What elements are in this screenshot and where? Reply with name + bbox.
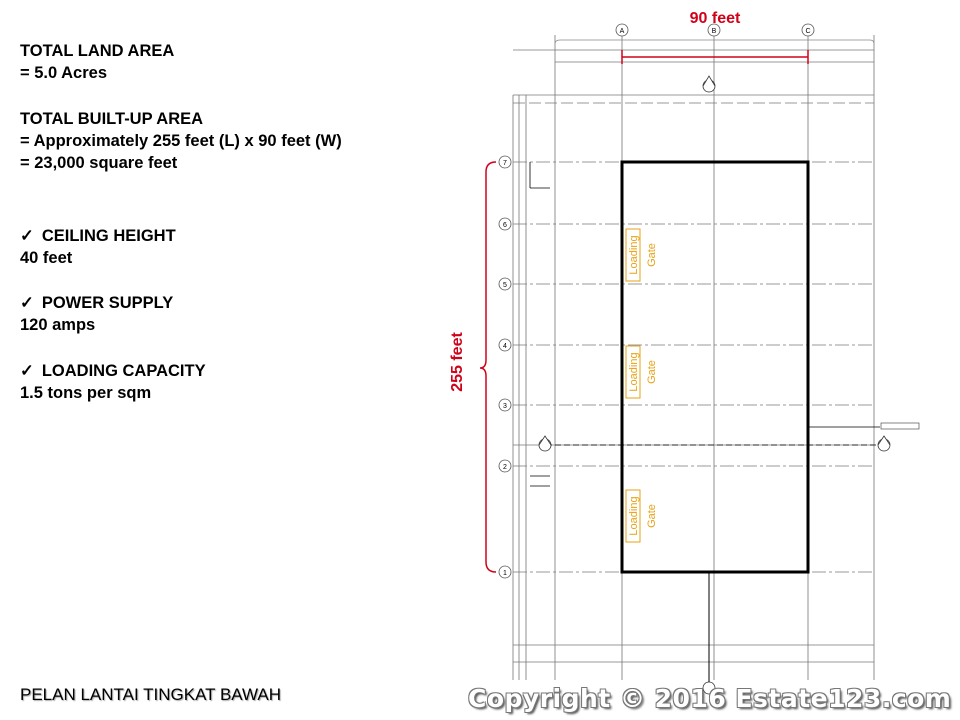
top-dimension-line [555,40,874,44]
gate-label: Gate [646,360,658,384]
grid-label-a: A [619,28,625,35]
land-area-title: TOTAL LAND AREA [20,42,175,60]
section-markers [539,76,919,694]
grid-lines [513,35,884,680]
grid-label-7: 7 [503,160,507,167]
check-icon: ✓ [20,227,34,245]
power-title: POWER SUPPLY [41,294,174,312]
check-icon: ✓ [20,362,34,380]
builtup-area-title: TOTAL BUILT-UP AREA [20,110,204,128]
length-dimension-label: 255 feet [449,332,466,392]
grid-label-2: 2 [503,464,507,471]
row-grid-markers [499,156,511,578]
gate-label: Gate [646,504,658,528]
land-area-value: = 5.0 Acres [20,64,107,82]
grid-label-c: C [805,28,811,35]
width-dimension [619,10,811,64]
grid-label-6: 6 [503,222,507,229]
loading-value: 1.5 tons per sqm [20,384,152,402]
width-dimension-label: 90 feet [689,10,741,27]
length-dimension [449,162,496,572]
grid-label-4: 4 [503,343,507,350]
grid-label-3: 3 [503,403,507,410]
ceiling-title: CEILING HEIGHT [41,227,176,245]
gate-loading-label: Loading [628,235,640,275]
ceiling-value: 40 feet [20,249,73,267]
floor-plan-title: PELAN LANTAI TINGKAT BAWAH [20,685,282,704]
gate-loading-label: Loading [628,352,640,392]
check-icon: ✓ [20,294,34,312]
loading-title: LOADING CAPACITY [41,362,206,380]
grid-label-b: B [711,28,717,35]
grid-label-1: 1 [503,570,507,577]
gate-loading-label: Loading [628,496,640,536]
grid-label-5: 5 [503,282,507,289]
loading-gate-2 [626,346,658,398]
loading-gate-3 [626,490,658,542]
copyright-watermark: Copyright © 2016 Estate123.com [468,684,952,713]
builtup-area-dimensions: = Approximately 255 feet (L) x 90 feet (W) [20,132,342,150]
builtup-area-size: = 23,000 square feet [20,154,178,172]
loading-gate-1 [626,229,658,281]
gate-label: Gate [646,243,658,267]
power-value: 120 amps [20,316,96,334]
